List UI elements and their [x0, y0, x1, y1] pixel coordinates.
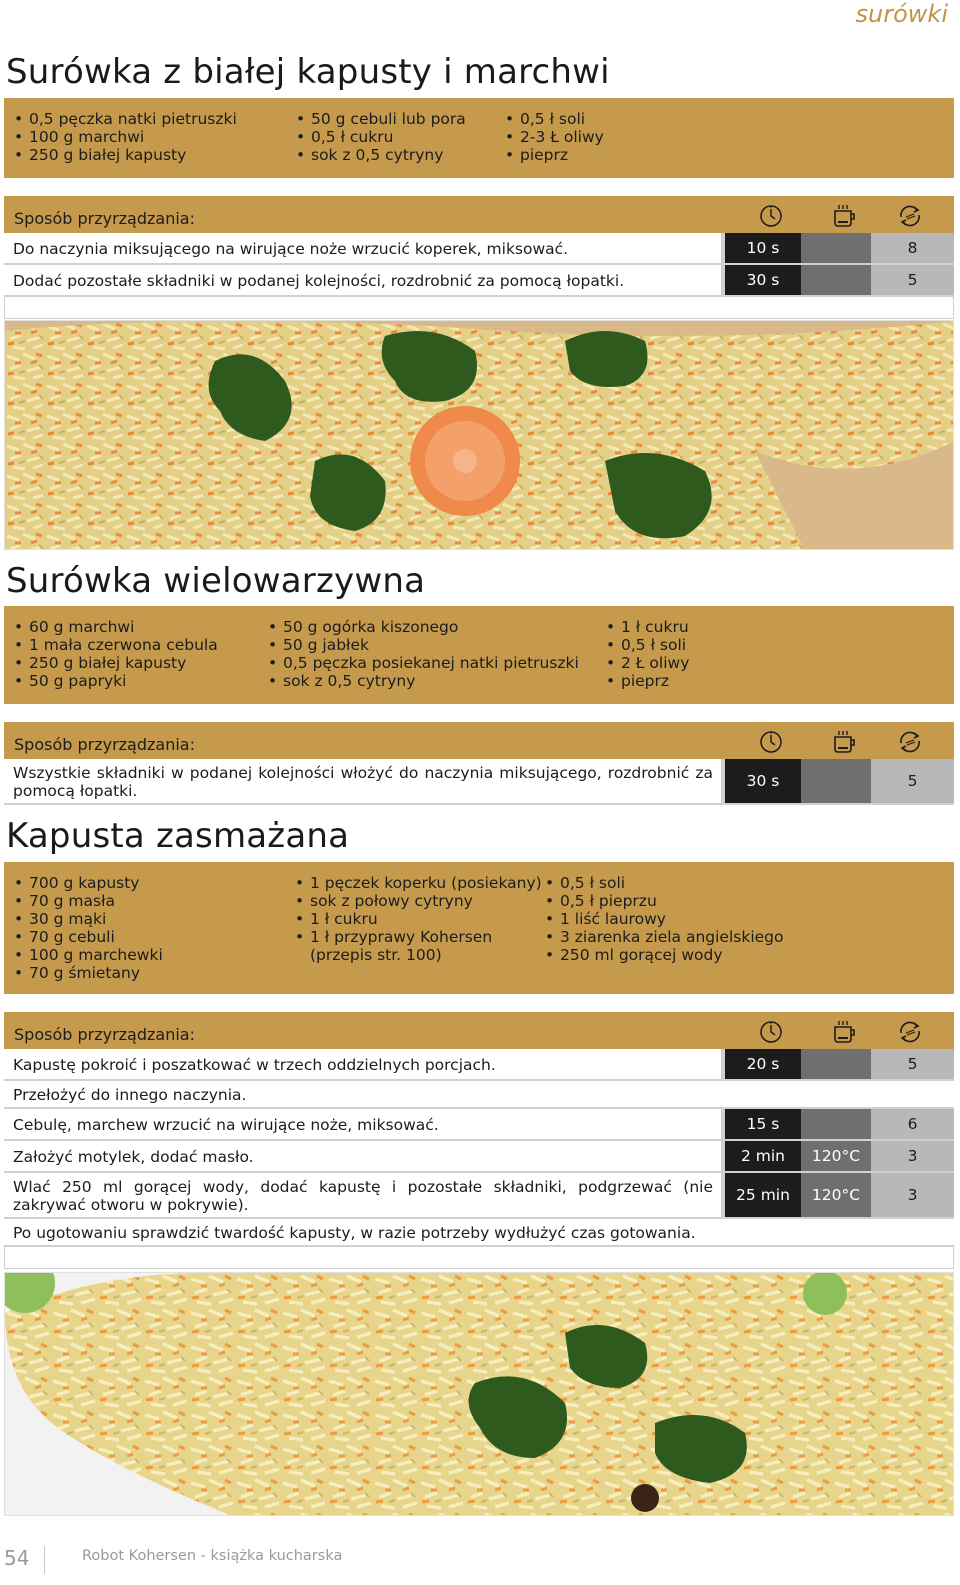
ingredient-item: • 0,5 ł soli: [606, 636, 689, 654]
step-temperature: [801, 233, 871, 263]
salad-photo: [4, 320, 954, 550]
timer-icon: [758, 729, 784, 755]
method-step: [4, 1049, 954, 1081]
recipe-title: Kapusta zasmażana: [6, 816, 350, 856]
ingredients-column: [606, 618, 689, 690]
ingredient-item: • 0,5 ł soli: [505, 110, 604, 128]
step-time: 20 s: [721, 1049, 801, 1079]
ingredient-item: • 700 g kapusty: [14, 874, 163, 892]
ingredient-item: • 30 g mąki: [14, 910, 163, 928]
ingredient-item: • 3 ziarenka ziela angielskiego: [545, 928, 784, 946]
step-temperature: 120°C: [801, 1173, 871, 1217]
method-header: [4, 196, 954, 233]
step-speed: 5: [871, 265, 954, 295]
step-speed: 6: [871, 1109, 954, 1139]
method-step: [4, 759, 954, 805]
method-step: [4, 1173, 954, 1219]
step-temperature: [801, 265, 871, 295]
ingredient-item: • 0,5 pęczka natki pietruszki: [14, 110, 237, 128]
ingredient-item: • 50 g jabłek: [268, 636, 579, 654]
method-table: [4, 722, 954, 805]
step-text: Cebulę, marchew wrzucić na wirujące noże, miksować.: [13, 1116, 439, 1134]
speed-rotation-icon: [897, 729, 923, 755]
ingredient-item: • 1 mała czerwona cebula: [14, 636, 218, 654]
step-text: Wszystkie składniki w podanej kolejności włożyć do naczynia miksującego, rozdrobnić za pomocą łopatki.: [13, 764, 713, 800]
step-speed: 8: [871, 233, 954, 263]
ingredient-item: • 1 ł cukru: [606, 618, 689, 636]
heating-pot-icon: [831, 729, 857, 755]
ingredient-item: • sok z połowy cytryny: [295, 892, 542, 910]
ingredient-item: • pieprz: [606, 672, 689, 690]
ingredient-item: • 0,5 ł pieprzu: [545, 892, 784, 910]
recipe-title: Surówka z białej kapusty i marchwi: [6, 52, 610, 92]
ingredient-item: • 0,5 ł soli: [545, 874, 784, 892]
timer-icon: [758, 203, 784, 229]
speed-rotation-icon: [897, 203, 923, 229]
table-spacer: [4, 1247, 954, 1269]
ingredient-item: • 50 g cebuli lub pora: [296, 110, 466, 128]
method-header: [4, 722, 954, 759]
ingredients-column: [295, 874, 542, 964]
ingredient-item: • 100 g marchwi: [14, 128, 237, 146]
step-time: 15 s: [721, 1109, 801, 1139]
step-time: 30 s: [721, 265, 801, 295]
step-speed: 5: [871, 759, 954, 803]
step-time: 10 s: [721, 233, 801, 263]
method-header: [4, 1012, 954, 1049]
ingredient-item: • 60 g marchwi: [14, 618, 218, 636]
ingredient-item: • 1 ł przyprawy Kohersen: [295, 928, 542, 946]
category-label: surówki: [855, 0, 948, 28]
step-text: Przełożyć do innego naczynia.: [13, 1086, 247, 1104]
step-temperature: [801, 759, 871, 803]
ingredients-panel: [4, 606, 954, 704]
step-speed: 3: [871, 1173, 954, 1217]
ingredient-item: • 50 g ogórka kiszonego: [268, 618, 579, 636]
method-table: [4, 196, 954, 319]
ingredient-item: • pieprz: [505, 146, 604, 164]
ingredient-item: • 1 pęczek koperku (posiekany): [295, 874, 542, 892]
ingredients-panel: [4, 98, 954, 178]
step-time: 2 min: [721, 1141, 801, 1171]
ingredients-column: [296, 110, 466, 164]
ingredient-item: (przepis str. 100): [310, 946, 442, 964]
ingredient-item: • 250 ml gorącej wody: [545, 946, 784, 964]
method-step: [4, 233, 954, 265]
ingredient-item: • 1 liść laurowy: [545, 910, 784, 928]
heating-pot-icon: [831, 1019, 857, 1045]
ingredient-item: • sok z 0,5 cytryny: [268, 672, 579, 690]
ingredient-item: • 2-3 Ł oliwy: [505, 128, 604, 146]
page-number: 54: [4, 1546, 30, 1570]
ingredient-item: • 1 ł cukru: [295, 910, 542, 928]
step-text: Wlać 250 ml gorącej wody, dodać kapustę i pozostałe składniki, podgrzewać (nie zakrywać otworu w pokrywie).: [13, 1178, 713, 1214]
method-label: Sposób przyrządzania:: [14, 209, 195, 228]
ingredients-column: [268, 618, 579, 690]
ingredient-item: • 70 g masła: [14, 892, 163, 910]
ingredient-item: • sok z 0,5 cytryny: [296, 146, 466, 164]
step-text: Założyć motylek, dodać masło.: [13, 1148, 254, 1166]
step-text: Po ugotowaniu sprawdzić twardość kapusty, w razie potrzeby wydłużyć czas gotowania.: [13, 1224, 696, 1242]
speed-rotation-icon: [897, 1019, 923, 1045]
ingredients-column: [14, 874, 163, 982]
method-label: Sposób przyrządzania:: [14, 1025, 195, 1044]
ingredient-item: • 0,5 ł cukru: [296, 128, 466, 146]
heating-pot-icon: [831, 203, 857, 229]
method-step: [4, 1219, 954, 1247]
ingredient-item: • 0,5 pęczka posiekanej natki pietruszki: [268, 654, 579, 672]
step-text: Dodać pozostałe składniki w podanej kolejności, rozdrobnić za pomocą łopatki.: [13, 272, 625, 290]
step-temperature: [801, 1049, 871, 1079]
ingredient-item: • 250 g białej kapusty: [14, 146, 237, 164]
step-speed: 3: [871, 1141, 954, 1171]
method-step: [4, 265, 954, 297]
table-spacer: [4, 297, 954, 319]
step-text: Kapustę pokroić i poszatkować w trzech oddzielnych porcjach.: [13, 1056, 496, 1074]
ingredients-panel: [4, 862, 954, 994]
recipe-title: Surówka wielowarzywna: [6, 561, 426, 601]
step-time: 30 s: [721, 759, 801, 803]
cabbage-photo: [4, 1272, 954, 1516]
footer-divider: [44, 1546, 45, 1574]
step-temperature: 120°C: [801, 1141, 871, 1171]
ingredient-item: • 50 g papryki: [14, 672, 218, 690]
ingredients-column: [14, 618, 218, 690]
book-title: Robot Kohersen - książka kucharska: [82, 1548, 343, 1564]
ingredient-item: • 70 g śmietany: [14, 964, 163, 982]
method-step: [4, 1141, 954, 1173]
timer-icon: [758, 1019, 784, 1045]
step-speed: 5: [871, 1049, 954, 1079]
method-table: [4, 1012, 954, 1269]
ingredients-column: [14, 110, 237, 164]
step-time: 25 min: [721, 1173, 801, 1217]
ingredient-item: • 2 Ł oliwy: [606, 654, 689, 672]
ingredients-column: [505, 110, 604, 164]
method-label: Sposób przyrządzania:: [14, 735, 195, 754]
ingredient-item: • 250 g białej kapusty: [14, 654, 218, 672]
step-text: Do naczynia miksującego na wirujące noże wrzucić koperek, miksować.: [13, 240, 569, 258]
ingredient-item: • 70 g cebuli: [14, 928, 163, 946]
step-temperature: [801, 1109, 871, 1139]
ingredient-item: • 100 g marchewki: [14, 946, 163, 964]
method-step: [4, 1109, 954, 1141]
method-step: [4, 1081, 954, 1109]
ingredients-column: [545, 874, 784, 964]
